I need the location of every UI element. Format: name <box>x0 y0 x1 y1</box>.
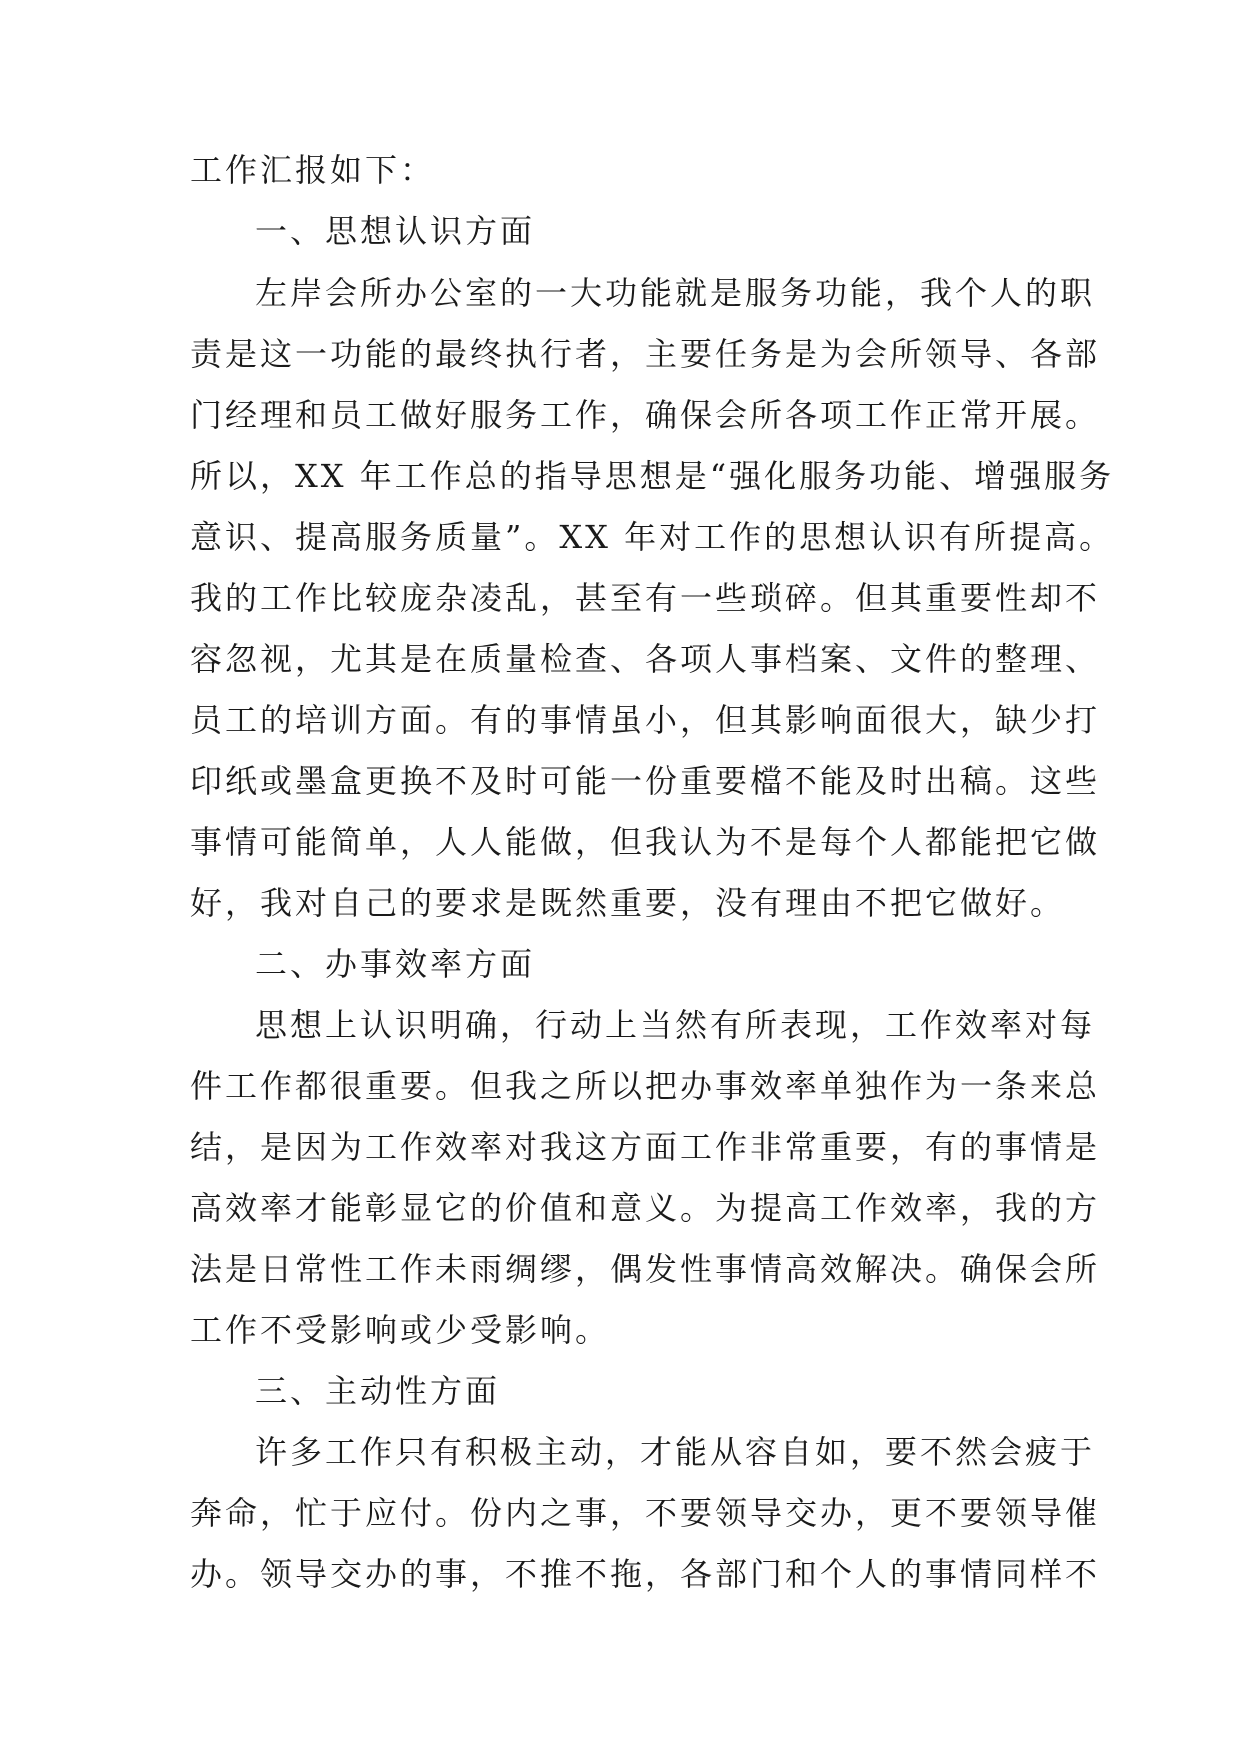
paragraph-line: 好，我对自己的要求是既然重要，没有理由不把它做好。 <box>190 884 1066 922</box>
paragraph-line: 意识、提高服务质量”。XX 年对工作的思想认识有所提高。 <box>190 518 1115 556</box>
paragraph-line: 许多工作只有积极主动，才能从容自如，要不然会疲于 <box>255 1433 1096 1471</box>
paragraph-line: 容忽视，尤其是在质量检查、各项人事档案、文件的整理、 <box>190 640 1101 678</box>
section-heading-1: 一、思想认识方面 <box>255 212 536 250</box>
paragraph-line: 高效率才能彰显它的价值和意义。为提高工作效率，我的方 <box>190 1189 1101 1227</box>
paragraph-line: 办。领导交办的事，不推不拖，各部门和个人的事情同样不 <box>190 1555 1101 1593</box>
paragraph-line: 法是日常性工作未雨绸缪，偶发性事情高效解决。确保会所 <box>190 1250 1101 1288</box>
paragraph-line: 员工的培训方面。有的事情虽小，但其影响面很大，缺少打 <box>190 701 1101 739</box>
paragraph-line: 门经理和员工做好服务工作，确保会所各项工作正常开展。 <box>190 396 1101 434</box>
paragraph-line: 结，是因为工作效率对我这方面工作非常重要，有的事情是 <box>190 1128 1101 1166</box>
paragraph-line: 工作不受影响或少受影响。 <box>190 1311 611 1349</box>
paragraph-line: 事情可能简单，人人能做，但我认为不是每个人都能把它做 <box>190 823 1101 861</box>
paragraph-line: 所以，XX 年工作总的指导思想是“强化服务功能、增强服务 <box>190 457 1115 495</box>
section-heading-3: 三、主动性方面 <box>255 1372 501 1410</box>
paragraph-line: 奔命，忙于应付。份内之事，不要领导交办，更不要领导催 <box>190 1494 1101 1532</box>
intro-line: 工作汇报如下： <box>190 151 436 189</box>
paragraph-line: 思想上认识明确，行动上当然有所表现，工作效率对每 <box>255 1006 1096 1044</box>
paragraph-line: 件工作都很重要。但我之所以把办事效率单独作为一条来总 <box>190 1067 1101 1105</box>
section-heading-2: 二、办事效率方面 <box>255 945 536 983</box>
paragraph-line: 我的工作比较庞杂凌乱，甚至有一些琐碎。但其重要性却不 <box>190 579 1101 617</box>
paragraph-line: 左岸会所办公室的一大功能就是服务功能，我个人的职 <box>255 274 1096 312</box>
paragraph-line: 印纸或墨盒更换不及时可能一份重要檔不能及时出稿。这些 <box>190 762 1101 800</box>
paragraph-line: 责是这一功能的最终执行者，主要任务是为会所领导、各部 <box>190 335 1101 373</box>
